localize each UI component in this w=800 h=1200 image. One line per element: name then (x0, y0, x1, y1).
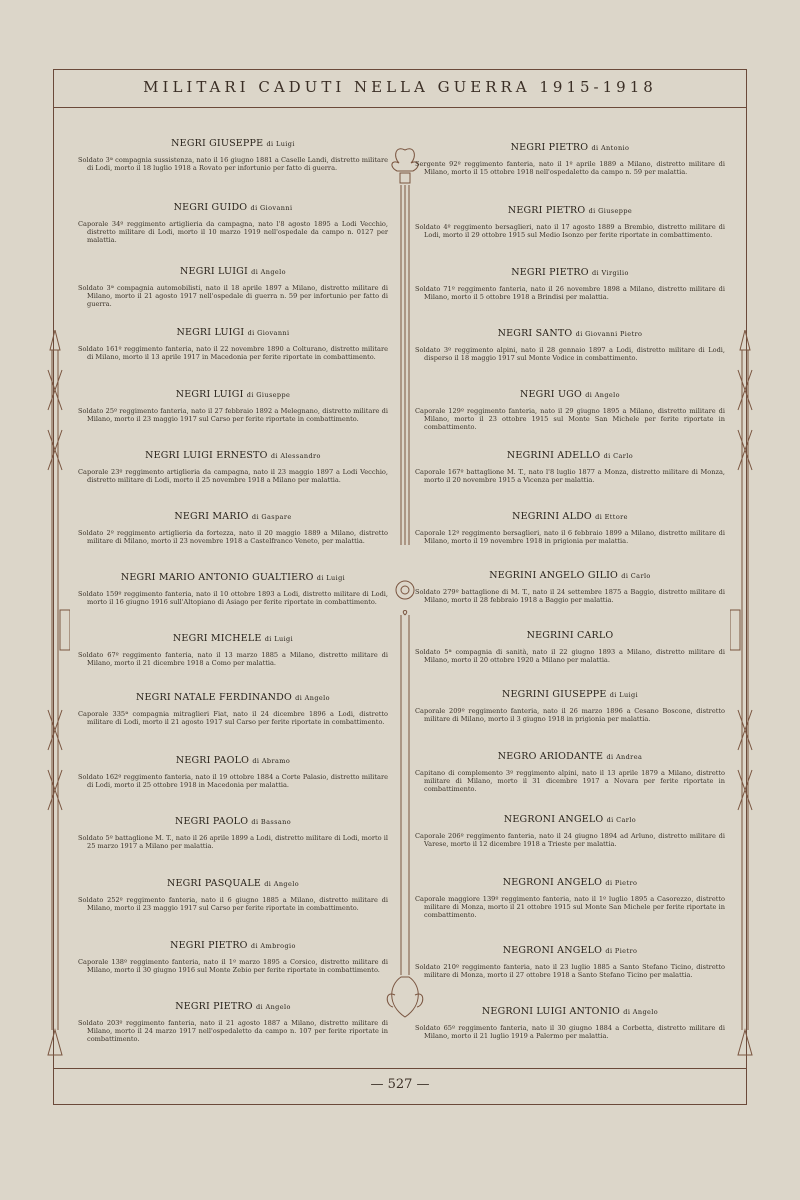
entry-description: Soldato 3ª compagnia automobilisti, nato il 18 aprile 1897 a Milano, distretto militare di Milano, morto il 21 agosto 1917 nell'ospedale di guerra n. 59 per infortunio per fatto di guerra. (78, 284, 388, 308)
entry-name: NEGRI MARIO di Gaspare (174, 511, 292, 522)
entry-description: Caporale 209º reggimento fanteria, nato il 26 marzo 1896 a Cesano Boscone, distretto militare di Milano, morto il 3 giugno 1918 in prigionia per malattia. (415, 707, 725, 723)
entry-description: Caporale 335ª compagnia mitraglieri Fiat, nato il 24 dicembre 1896 a Lodi, distretto militare di Lodi, morto il 21 agosto 1917 sul Carso per ferite riportate in combattimento. (78, 710, 388, 726)
entry (78, 633, 388, 667)
entry (415, 945, 725, 979)
entry-description: Soldato 4º reggimento bersaglieri, nato il 17 agosto 1889 a Brembio, distretto militare di Lodi, morto il 29 ottobre 1915 sul Medio Isonzo per ferite riportate in combattimento. (415, 223, 725, 239)
entry-description: Soldato 67º reggimento fanteria, nato il 13 marzo 1885 a Milano, distretto militare di Milano, morto il 21 dicembre 1918 a Como per malattia. (78, 651, 388, 667)
entry-name: NEGRINI GIUSEPPE di Luigi (501, 689, 639, 700)
entry-description: Caporale 138º reggimento fanteria, nato il 1º marzo 1895 a Corsico, distretto militare di Milano, morto il 30 giugno 1916 sul Monte Zebio per ferite riportate in combattimento. (78, 958, 388, 974)
entry-description: Capitano di complemento 3º reggimento alpini, nato il 13 aprile 1879 a Milano, distretto militare di Milano, morto il 31 dicembre 1917 a Novara per ferite riportate in combattimento. (415, 769, 725, 793)
entry (78, 940, 388, 974)
entry-name: NEGRINI CARLO (526, 630, 614, 641)
entry-name: NEGRINI ADELLO di Carlo (506, 450, 634, 461)
right-lance-ornament (730, 330, 760, 1060)
entry-name: NEGRI UGO di Angelo (520, 389, 620, 400)
entry-description: Sergente 92º reggimento fanteria, nato il 1º aprile 1889 a Milano, distretto militare di Milano, morto il 15 ottobre 1918 nell'ospedaletto da campo n. 59 per malattia. (415, 160, 725, 176)
entry-description: Soldato 65º reggimento fanteria, nato il 30 giugno 1884 a Corbetta, distretto militare di Milano, morto il 21 luglio 1919 a Palermo per malattia. (415, 1024, 725, 1040)
entry-description: Caporale maggiore 139º reggimento fanteria, nato il 1º luglio 1895 a Casorezzo, distretto militare di Monza, morto il 21 ottobre 1915 sul Monte San Michele per ferite riportate in combattimento. (415, 895, 725, 919)
entry-description: Soldato 162º reggimento fanteria, nato il 19 ottobre 1884 a Corte Palasio, distretto militare di Lodi, morto il 25 ottobre 1918 in Macedonia per malattia. (78, 773, 388, 789)
entry-name: NEGRI PIETRO di Angelo (175, 1001, 291, 1012)
header-rule (53, 107, 747, 108)
entry (415, 814, 725, 848)
entry (415, 1006, 725, 1040)
entry-name: NEGRI PIETRO di Antonio (510, 142, 630, 153)
entry (78, 450, 388, 484)
entry-name: NEGRI MARIO ANTONIO GUALTIERO di Luigi (120, 572, 346, 583)
entry (78, 755, 388, 789)
entry-name: NEGRI SANTO di Giovanni Pietro (497, 328, 643, 339)
left-lance-ornament (40, 330, 70, 1060)
entry (415, 689, 725, 723)
entry-description: Soldato 210º reggimento fanteria, nato il 23 luglio 1885 a Santo Stefano Ticino, distretto militare di Monza, morto il 27 ottobre 1918 a Santo Stefano Ticino per malattia. (415, 963, 725, 979)
entry-name: NEGRI LUIGI ERNESTO di Alessandro (145, 450, 321, 461)
entry-description: Soldato 252º reggimento fanteria, nato il 6 giugno 1885 a Milano, distretto militare di Milano, morto il 23 maggio 1917 sul Carso per ferite riportate in combattimento. (78, 896, 388, 912)
entry-name: NEGRI MICHELE di Luigi (172, 633, 294, 644)
entry (78, 816, 388, 850)
entry (415, 511, 725, 545)
entry (415, 389, 725, 431)
entry-name: NEGRI PIETRO di Giuseppe (507, 205, 633, 216)
entry (78, 511, 388, 545)
entry-description: Soldato 161º reggimento fanteria, nato il 22 novembre 1890 a Colturano, distretto militare di Milano, morto il 13 aprile 1917 in Macedonia per ferite riportate in combattimento. (78, 345, 388, 361)
entry-name: NEGRI PIETRO di Virgilio (511, 267, 629, 278)
entry-name: NEGRI LUIGI di Angelo (180, 266, 286, 277)
entry (78, 572, 388, 606)
entry-description: Caporale 23º reggimento artiglieria da campagna, nato il 23 maggio 1897 a Lodi Vecchio, distretto militare di Lodi, morto il 25 novembre 1918 a Milano per malattia. (78, 468, 388, 484)
entry-description: Soldato 203º reggimento fanteria, nato il 21 agosto 1887 a Milano, distretto militare di Milano, morto il 24 marzo 1917 nell'ospedaletto da campo n. 107 per ferite riportate in combattimento. (78, 1019, 388, 1043)
entry-description: Caporale 206º reggimento fanteria, nato il 24 giugno 1894 ad Arluno, distretto militare di Varese, morto il 12 dicembre 1918 a Trieste per malattia. (415, 832, 725, 848)
entry (415, 328, 725, 362)
entry-name: NEGRINI ALDO di Ettore (512, 511, 628, 522)
entry-name: NEGRI GUIDO di Giovanni (173, 202, 293, 213)
entry (78, 692, 388, 726)
entry-description: Soldato 279º battaglione di M. T., nato il 24 settembre 1875 a Baggio, distretto militare di Milano, morto il 28 febbraio 1918 a Baggio per malattia. (415, 588, 725, 604)
entry-description: Soldato 2º reggimento artiglieria da fortezza, nato il 20 maggio 1889 a Milano, distretto militare di Milano, morto il 23 novembre 1918 a Castelfranco Veneto, per malattia. (78, 529, 388, 545)
entry-name: NEGRI LUIGI di Giovanni (176, 327, 290, 338)
entry-name: NEGRI PAOLO di Bassano (174, 816, 292, 827)
entry (415, 205, 725, 239)
entry-description: Caporale 129º reggimento fanteria, nato il 29 giugno 1895 a Milano, distretto militare di Milano, morto il 23 ottobre 1915 sul Monte San Michele per ferite riportate in combattimento. (415, 407, 725, 431)
entry (78, 878, 388, 912)
page-number: — 527 — (370, 1077, 430, 1092)
entry-name: NEGRI PIETRO di Ambrogio (170, 940, 296, 951)
entry (415, 751, 725, 793)
entry-description: Soldato 5º battaglione M. T., nato il 26 aprile 1899 a Lodi, distretto militare di Lodi, morto il 25 marzo 1917 a Milano per malattia. (78, 834, 388, 850)
entry (415, 630, 725, 664)
entry-name: NEGRI PAOLO di Abramo (175, 755, 291, 766)
page-title: MILITARI CADUTI NELLA GUERRA 1915-1918 (143, 78, 657, 96)
entry-name: NEGRONI ANGELO di Pietro (502, 877, 638, 888)
footer-rule (53, 1068, 747, 1069)
entry-name: NEGRI PASQUALE di Angelo (166, 878, 300, 889)
entry-name: NEGRI LUIGI di Giuseppe (175, 389, 291, 400)
entry-name: NEGRONI LUIGI ANTONIO di Angelo (481, 1006, 659, 1017)
entry-description: Soldato 159º reggimento fanteria, nato il 10 ottobre 1893 a Lodi, distretto militare di Lodi, morto il 16 giugno 1916 sull'Altopiano di Asiago per ferite riportate in combattimento. (78, 590, 388, 606)
entry (415, 450, 725, 484)
entry-description: Caporale 12º reggimento bersaglieri, nato il 6 febbraio 1899 a Milano, distretto militare di Milano, morto il 19 novembre 1918 in prigionia per malattia. (415, 529, 725, 545)
entry-description: Soldato 25º reggimento fanteria, nato il 27 febbraio 1892 a Melegnano, distretto militare di Milano, morto il 23 maggio 1917 sul Carso per ferite riportate in combattimento. (78, 407, 388, 423)
entry (415, 142, 725, 176)
entry-description: Soldato 3ª compagnia sussistenza, nato il 16 giugno 1881 a Caselle Landi, distretto militare di Lodi, morto il 18 luglio 1918 a Rovato per infortunio per fatto di guerra. (78, 156, 388, 172)
entry (415, 877, 725, 919)
entry (78, 1001, 388, 1043)
entry-name: NEGRONI ANGELO di Pietro (502, 945, 638, 956)
entry-name: NEGRINI ANGELO GILIO di Carlo (489, 570, 651, 581)
entry-name: NEGRONI ANGELO di Carlo (503, 814, 637, 825)
entry (415, 267, 725, 301)
entry-name: NEGRI NATALE FERDINANDO di Angelo (136, 692, 330, 703)
entry-description: Soldato 3º reggimento alpini, nato il 28 gennaio 1897 a Lodi, distretto militare di Lodi, disperso il 18 maggio 1917 sul Monte Vodice in combattimento. (415, 346, 725, 362)
entry-name: NEGRI GIUSEPPE di Luigi (171, 138, 295, 149)
entry (78, 202, 388, 244)
entry (78, 327, 388, 361)
entry-description: Caporale 167º battaglione M. T., nato l'8 luglio 1877 a Monza, distretto militare di Monza, morto il 20 novembre 1915 a Vicenza per malattia. (415, 468, 725, 484)
entry (415, 570, 725, 604)
entry-description: Caporale 34º reggimento artiglieria da campagna, nato l'8 agosto 1895 a Lodi Vecchio, distretto militare di Lodi, morto il 10 marzo 1919 nell'ospedale da campo n. 0127 per malattia. (78, 220, 388, 244)
entry-name: NEGRO ARIODANTE di Andrea (497, 751, 643, 762)
entry (78, 389, 388, 423)
entry-description: Soldato 71º reggimento fanteria, nato il 26 novembre 1898 a Milano, distretto militare di Milano, morto il 5 ottobre 1918 a Brindisi per malattia. (415, 285, 725, 301)
entry-description: Soldato 5ª compagnia di sanità, nato il 22 giugno 1893 a Milano, distretto militare di Milano, morto il 20 ottobre 1920 a Milano per malattia. (415, 648, 725, 664)
entry (78, 266, 388, 308)
entry (78, 138, 388, 172)
